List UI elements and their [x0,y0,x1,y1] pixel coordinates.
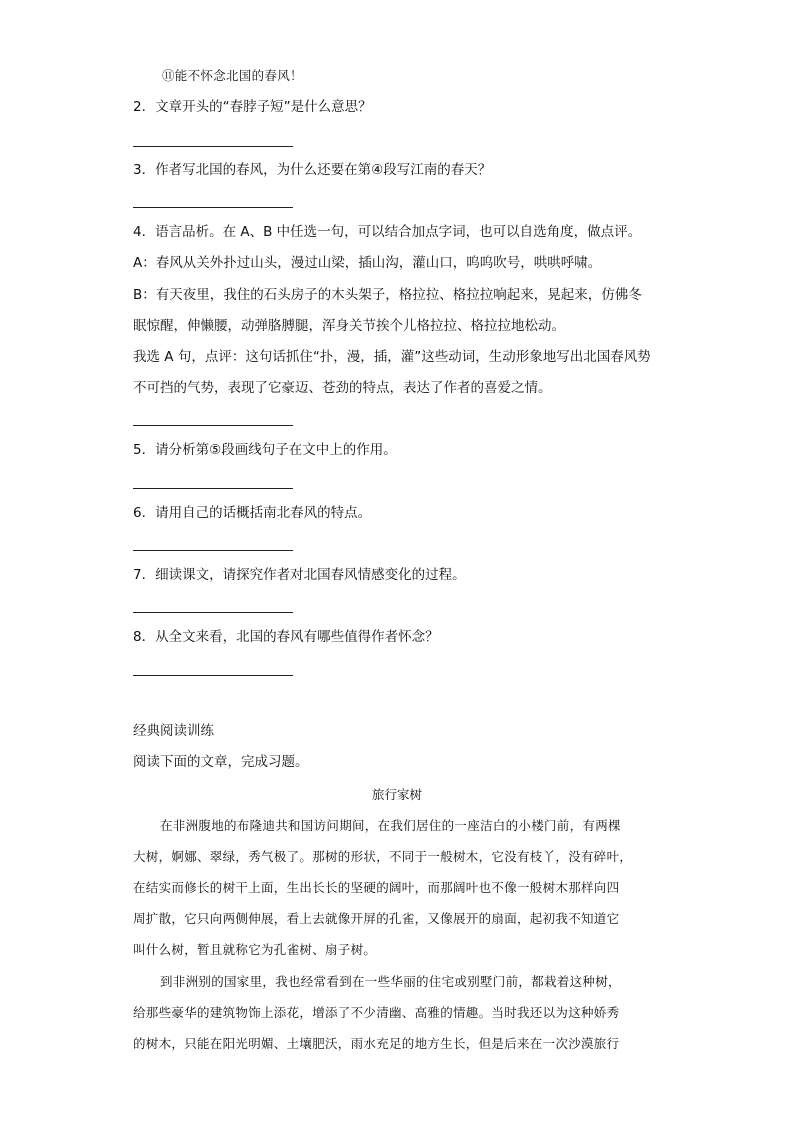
question-8: 8．从全文来看，北国的春风有哪些值得作者怀念？ [133,629,439,645]
answer-line-7 [133,612,293,613]
question-5: 5．请分析第⑤段画线句子在文中上的作用。 [133,442,397,458]
question-4: 4．语言品析。在 A、B 中任选一句，可以结合加点字词，也可以自选角度，做点评。 [133,224,642,240]
paragraph-1-line-1: 在非洲腹地的布隆迪共和国访问期间，在我们居住的一座洁白的小楼门前，有两棵 [160,818,621,833]
answer-line-8 [133,675,293,676]
question-3: 3．作者写北国的春风，为什么还要在第④段写江南的春天？ [133,162,492,178]
article-title: 旅行家树 [371,787,422,802]
answer-line-5 [133,488,293,489]
paragraph-1-line-4: 周扩散，它只向两侧伸展，看上去就像开屏的孔雀，又像展开的扇面，起初我不知道它 [133,911,620,926]
question-4-example-line-2: 不可挡的气势，表现了它豪迈、苍劲的特点，表达了作者的喜爱之情。 [133,380,552,396]
paragraph-1-line-2: 大树，婀娜、翠绿，秀气极了。那树的形状，不同于一般树木，它没有枝丫，没有碎叶， [133,849,633,864]
question-1-tail: ⑪能不怀念北国的春风！ [162,68,303,83]
question-7: 7．细读课文，请探究作者对北国春风情感变化的过程。 [133,567,466,583]
question-4-example-line-1: 我选 A 句，点评：这句话抓住“扑，漫，插，灌”这些动词，生动形象地写出北国春风势 [133,349,651,365]
paragraph-2-line-2: 给那些豪华的建筑物饰上添花，增添了不少清幽、高雅的情趣。当时我还以为这种娇秀 [133,1005,620,1020]
question-4-option-b-line-1: B：有天夜里，我住的石头房子的木头架子，格拉拉、格拉拉响起来，晃起来，仿佛冬 [133,287,642,303]
question-4-option-b-line-2: 眠惊醒，伸懒腰，动弹胳膊腿，浑身关节挨个儿格拉拉、格拉拉地松动。 [133,318,565,334]
paragraph-2-line-3: 的树木，只能在阳光明媚、土壤肥沃，雨水充足的地方生长，但是后来在一次沙漠旅行 [133,1036,620,1051]
paragraph-2-line-1: 到非洲别的国家里，我也经常看到在一些华丽的住宅或别墅门前，都栽着这种树， [160,974,621,989]
answer-line-6 [133,550,293,551]
paragraph-1-line-5: 叫什么树，暂且就称它为孔雀树、扇子树。 [133,942,377,957]
reading-instruction: 阅读下面的文章，完成习题。 [133,754,309,770]
answer-line-2 [133,146,293,147]
question-4-option-a: A：春风从关外扑过山头，漫过山梁，插山沟，灌山口，呜呜吹号，哄哄呼啸。 [133,255,602,271]
answer-line-3 [133,207,293,208]
question-6: 6．请用自己的话概括南北春风的特点。 [133,505,372,521]
section-title: 经典阅读训练 [133,723,214,739]
answer-line-4 [133,425,293,426]
paragraph-1-line-3: 在结实而修长的树干上面，生出长长的坚硬的阔叶，而那阔叶也不像一般树木那样向四 [133,880,620,895]
question-2: 2．文章开头的“春脖子短”是什么意思？ [133,99,372,115]
